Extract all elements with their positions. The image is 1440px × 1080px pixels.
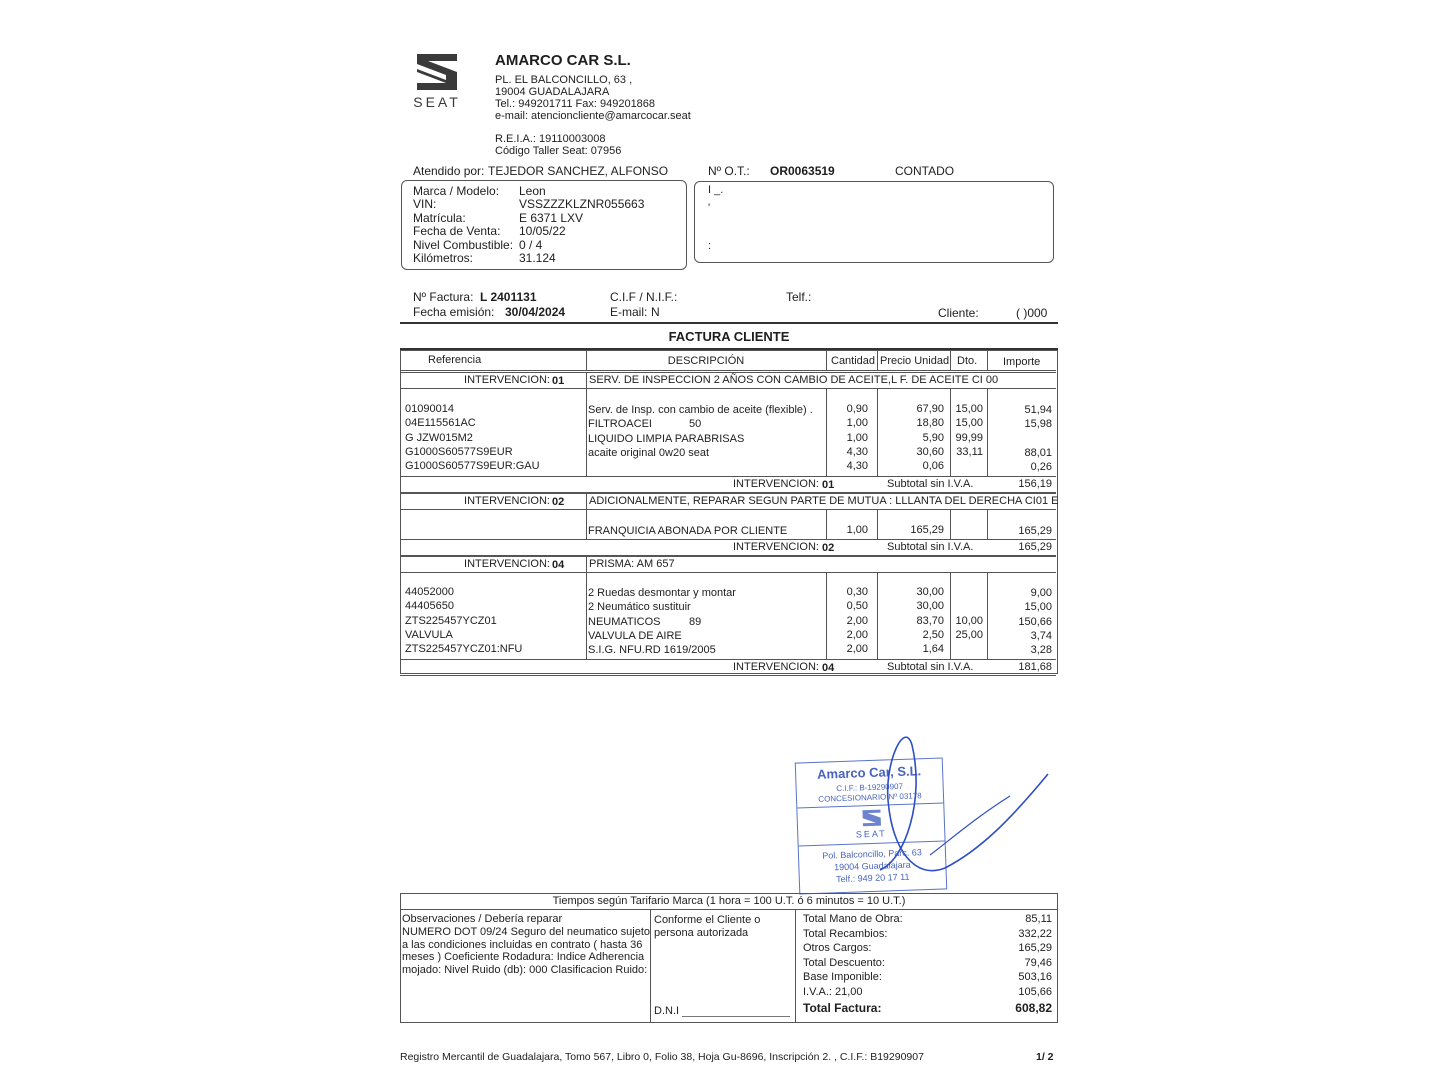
subtotal-value: 181,68 [1018,661,1052,673]
company-name: AMARCO CAR S.L. [495,52,631,69]
intervention-label: INTERVENCION: [464,374,550,386]
item-unit-price: 30,00 [916,586,944,598]
stamp-line4: SEAT [855,828,887,840]
company-email: e-mail: atencioncliente@amarcocar.seat [495,110,691,122]
registry-text: Registro Mercantil de Guadalajara, Tomo 567, Libro 0, Folio 38, Hoja Gu-8696, Inscripción 2. , C.I.F.: B19290907 [400,1051,924,1063]
item-amount: 51,94 [1024,404,1052,416]
vehicle-field-label: Nivel Combustible: [413,237,514,252]
item-description: acaite original 0w20 seat [588,446,710,459]
invoice-date: 30/04/2024 [505,305,566,319]
total-label: Total Factura: [803,1001,882,1015]
stamp-line1: Amarco Car, S.L. [816,763,922,782]
col-price-header: Precio Unidad [880,355,950,367]
total-row-label: I.V.A.: 21,00 [803,986,863,998]
seat-logo-text: SEAT [413,94,461,110]
invoice-title: FACTURA CLIENTE [668,329,790,344]
client-value: ( )000 [1016,306,1048,320]
item-description: FILTROACEI [588,418,652,431]
item-description: LIQUIDO LIMPIA PARABRISAS [588,432,745,445]
item-unit-price: 1,64 [922,643,944,656]
footer-col2 [795,910,796,1022]
email-value: N [651,305,660,319]
vehicle-field-value: 0 / 4 [519,237,543,252]
item-quantity: 0,30 [846,586,868,598]
item-quantity: 2,00 [846,628,868,641]
company-address1: PL. EL BALCONCILLO, 63 , [495,74,633,86]
item-description: FRANQUICIA ABONADA POR CLIENTE [588,525,788,537]
item-quantity: 0,50 [846,600,868,613]
intervention-number: 04 [552,559,565,571]
stamp-line7: Telf.: 949 20 17 11 [835,871,910,885]
item-description: 2 Neumático sustituir [588,601,691,614]
ot-label: Nº O.T.: [708,164,750,178]
col-ref-header: Referencia [428,354,482,366]
vehicle-field-value: VSSZZZKLZNR055663 [519,197,645,212]
item-reference: 01090014 [405,403,454,415]
item-amount: 88,01 [1024,446,1052,459]
item-amount: 0,26 [1030,461,1052,474]
total-row-label: Total Descuento: [803,956,885,969]
observation-line: NUMERO DOT 09/24 Seguro del neumatico sujeto [402,925,651,938]
item-quantity: 1,00 [846,417,868,430]
item-reference: 04E115561AC [405,417,476,430]
footer-col1 [650,910,651,1022]
item-discount: 99,99 [955,431,983,444]
customer-line2: ' [708,202,711,214]
subtotal-intervention-number: 02 [822,542,835,554]
times-note: Tiempos según Tarifario Marca (1 hora = 100 U.T. ó 6 minutos = 10 U.T.) [552,895,906,907]
client-label: Cliente: [938,306,979,320]
item-unit-price: 18,80 [916,417,944,430]
subtotal-intervention-label: INTERVENCION: [733,478,819,490]
total-row-label: Otros Cargos: [803,942,872,955]
item-quantity: 1,00 [846,524,868,536]
item-extra: 50 [689,418,702,431]
item-quantity: 4,30 [846,445,868,458]
subtotal-intervention-number: 01 [822,479,835,491]
item-discount: 15,00 [955,403,983,415]
item-reference: G JZW015M2 [405,431,473,444]
dni-line [682,1016,790,1017]
intervention-number: 01 [552,375,565,387]
company-reia: R.E.I.A.: 19110003008 [495,133,606,145]
item-reference: ZTS225457YCZ01:NFU [405,643,523,656]
vehicle-field-label: VIN: [413,197,437,212]
intervention-title: PRISMA: AM 657 [589,558,675,570]
intervention-label: INTERVENCION: [464,558,550,570]
col-qty-header: Cantidad [831,355,876,367]
item-reference: G1000S60577S9EUR:GAU [405,460,540,473]
total-row-label: Total Mano de Obra: [803,913,903,925]
item-quantity: 2,00 [846,643,868,656]
tel-label: Telf.: [786,290,812,304]
attended-label: Atendido por: [413,164,485,178]
col-dto-header: Dto. [957,355,978,367]
item-amount: 165,29 [1018,525,1052,537]
item-unit-price: 67,90 [916,403,944,415]
item-amount: 3,28 [1030,644,1052,657]
item-amount: 3,74 [1030,629,1052,642]
observation-line: mojado: Nivel Ruido (db): 000 Clasificacion Ruido: [402,964,648,977]
invoice-number: L 2401131 [480,290,537,304]
item-quantity: 1,00 [846,431,868,444]
item-unit-price: 5,90 [922,431,944,444]
item-reference: VALVULA [405,628,453,641]
total-row-label: Base Imponible: [803,971,882,984]
total-row-value: 165,29 [1018,942,1052,955]
subtotal-intervention-number: 04 [822,662,835,674]
total-row-value: 105,66 [1018,986,1052,998]
stamp-line3: CONCESIONARIO Nº 03178 [818,791,922,804]
item-reference: G1000S60577S9EUR [405,445,513,458]
total-row-value: 332,22 [1018,927,1052,940]
item-unit-price: 30,00 [916,600,944,613]
attended-value: TEJEDOR SANCHEZ, ALFONSO [488,164,669,178]
item-description: NEUMATICOS [588,615,661,628]
invoice-number-label: Nº Factura: [413,290,474,304]
subtotal-value: 165,29 [1018,541,1052,553]
item-discount: 15,00 [955,417,983,430]
item-amount: 15,00 [1024,601,1052,614]
item-unit-price: 2,50 [922,628,944,641]
vehicle-field-value: Leon [519,184,546,198]
item-discount: 10,00 [955,614,983,627]
subtotal-label: Subtotal sin I.V.A. [887,541,974,553]
vehicle-field-label: Marca / Modelo: [413,184,500,198]
footer-divider [400,909,1058,910]
vehicle-field-value: 31.124 [519,251,556,265]
intervention-label: INTERVENCION: [464,495,550,507]
stamp-line2: C.I.F.: B-19290907 [836,781,904,794]
item-reference: ZTS225457YCZ01 [405,614,497,627]
observation-line: Observaciones / Debería reparar [402,913,563,925]
item-unit-price: 0,06 [922,460,944,473]
vehicle-field-value: E 6371 LXV [519,210,584,225]
company-taller: Código Taller Seat: 07956 [495,145,622,157]
subtotal-label: Subtotal sin I.V.A. [887,478,974,490]
item-reference: 44405650 [405,600,454,613]
item-description: Serv. de Insp. con cambio de aceite (flexible) . [588,404,813,416]
total-row-label: Total Recambios: [803,927,888,940]
total-row-value: 79,46 [1024,956,1052,969]
item-amount: 15,98 [1024,418,1052,431]
invoice-date-label: Fecha emisión: [413,305,495,319]
company-address2: 19004 GUADALAJARA [495,86,610,98]
total-value: 608,82 [1015,1001,1052,1015]
dni-label: D.N.I [654,1005,680,1017]
vehicle-field-label: Kilómetros: [413,251,474,265]
intervention-title: SERV. DE INSPECCION 2 AÑOS CON CAMBIO DE ACEITE,L F. DE ACEITE CI 00 [589,374,999,386]
item-unit-price: 83,70 [916,614,944,627]
page-number: 1/ 2 [1036,1051,1054,1063]
email-label: E-mail: [610,305,648,319]
vehicle-field-label: Matrícula: [413,210,466,225]
intervention-number: 02 [552,496,565,508]
item-unit-price: 30,60 [916,445,944,458]
customer-line3: : [708,240,712,252]
vehicle-field-value: 10/05/22 [519,224,566,239]
total-row-value: 85,11 [1025,913,1052,925]
item-description: VALVULA DE AIRE [588,629,682,642]
intervention-title: ADICIONALMENTE, REPARAR SEGUN PARTE DE MUTUA : LLLANTA DEL DERECHA CI01 E [589,495,1059,507]
item-quantity: 0,90 [846,403,868,415]
col-amount-header: Importe [1003,356,1041,368]
stamp-line5: Pol. Balconcillo, Parc. 63 [822,847,922,861]
item-quantity: 4,30 [846,460,868,473]
item-amount: 150,66 [1018,615,1052,628]
stamp-line6: 19004 Guadalajara [833,859,911,873]
item-reference: 44052000 [405,586,454,598]
subtotal-value: 156,19 [1018,478,1052,490]
payment-type: CONTADO [895,164,955,178]
subtotal-label: Subtotal sin I.V.A. [887,661,974,673]
item-discount: 33,11 [956,445,983,458]
vehicle-field-label: Fecha de Venta: [413,224,501,239]
cif-label: C.I.F / N.I.F.: [610,290,678,304]
col-desc-header: DESCRIPCIÓN [667,355,745,367]
observation-line: meses ) Coeficiente Rodadura: Indice Adherencia [402,951,645,964]
subtotal-intervention-label: INTERVENCION: [733,541,819,553]
item-amount: 9,00 [1030,587,1052,599]
conforme-line2: persona autorizada [654,927,749,939]
item-quantity: 2,00 [846,614,868,627]
ot-value: OR0063519 [770,164,835,178]
item-description: 2 Ruedas desmontar y montar [588,587,736,599]
total-row-value: 503,16 [1018,971,1052,984]
item-extra: 89 [689,615,702,628]
subtotal-intervention-label: INTERVENCION: [733,661,819,673]
observation-line: a las condiciones incluidas en contrato ( hasta 36 [402,938,643,951]
customer-line1: I _. [708,184,724,196]
conforme-line1: Conforme el Cliente o [654,914,761,926]
item-description: S.I.G. NFU.RD 1619/2005 [588,644,716,657]
company-phone: Tel.: 949201711 Fax: 949201868 [495,98,656,110]
item-discount: 25,00 [955,628,983,641]
item-unit-price: 165,29 [910,524,944,536]
